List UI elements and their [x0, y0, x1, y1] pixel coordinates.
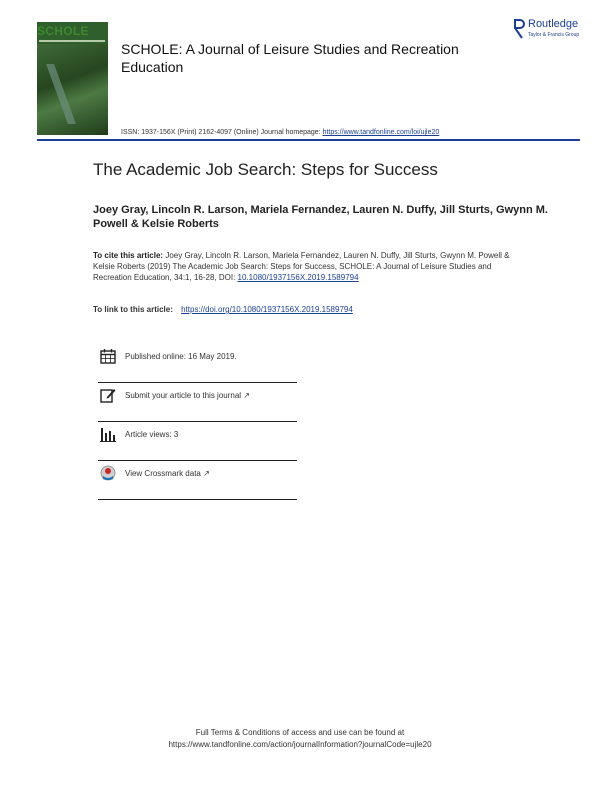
external-link-icon: ↗: [243, 391, 250, 400]
published-row: [98, 344, 297, 383]
submit-article-label: Submit your article to this journal: [125, 391, 242, 400]
crossmark-link[interactable]: [125, 469, 210, 478]
submit-article-link[interactable]: [125, 391, 250, 400]
footer-terms-text: Full Terms & Conditions of access and use can be found at: [195, 728, 405, 737]
link-label: To link to this article:: [93, 305, 173, 314]
publisher-tagline: Taylor & Francis Group: [528, 32, 580, 38]
article-views: Article views: 3: [125, 430, 179, 439]
crossmark-icon: [100, 465, 116, 481]
citation-doi-link[interactable]: 10.1080/1937156X.2019.1589794: [237, 273, 359, 282]
crossmark-row[interactable]: [98, 461, 297, 500]
journal-title: SCHOLE: A Journal of Leisure Studies and Recreation Education: [121, 41, 459, 75]
cover-river-shape: [46, 64, 106, 124]
citation-block: [93, 250, 513, 283]
edit-icon: [100, 387, 116, 403]
published-date: Published online: 16 May 2019.: [125, 352, 237, 361]
footer-terms-link[interactable]: https://www.tandfonline.com/action/journalInformation?journalCode=ujle20: [168, 740, 432, 749]
publisher-name: Routledge: [528, 18, 579, 30]
calendar-icon: [100, 348, 116, 364]
citation-label: To cite this article:: [93, 251, 164, 260]
views-row: [98, 422, 297, 461]
citation-text: Joey Gray, Lincoln R. Larson, Mariela Fernandez, Lauren N. Duffy, Jill Sturts, Gwynn M. Powell & Kelsie Roberts (2019) The Academic Job Search: Steps for Success, SCHOLE: A Journal of Leisure Studies and Recreation Education, 34:1, 16-28, DOI:: [93, 251, 510, 282]
cover-subtitle-bar: [39, 40, 105, 42]
journal-cover: [37, 22, 108, 135]
crossmark-label: View Crossmark data: [125, 469, 201, 478]
cover-title: SCHOLE: [37, 24, 89, 38]
article-title: The Academic Job Search: Steps for Success: [93, 160, 438, 179]
publisher-logo: [512, 18, 592, 48]
journal-homepage-link[interactable]: https://www.tandfonline.com/loi/ujle20: [322, 129, 440, 136]
article-link-line: [93, 305, 353, 314]
external-link-icon: ↗: [203, 469, 210, 478]
footer: [0, 727, 600, 751]
cover-image: [37, 44, 108, 135]
header-divider: [37, 139, 580, 141]
submit-row[interactable]: [98, 383, 297, 422]
routledge-logo-icon: [512, 18, 526, 40]
issn-line: [121, 129, 439, 136]
article-doi-link[interactable]: https://doi.org/10.1080/1937156X.2019.1589794: [181, 305, 353, 314]
bar-chart-icon: [100, 426, 116, 442]
article-authors: Joey Gray, Lincoln R. Larson, Mariela Fernandez, Lauren N. Duffy, Jill Sturts, Gwynn M. Powell & Kelsie Roberts: [93, 204, 548, 230]
issn-text: ISSN: 1937-156X (Print) 2162-4097 (Online) Journal homepage:: [121, 129, 323, 136]
